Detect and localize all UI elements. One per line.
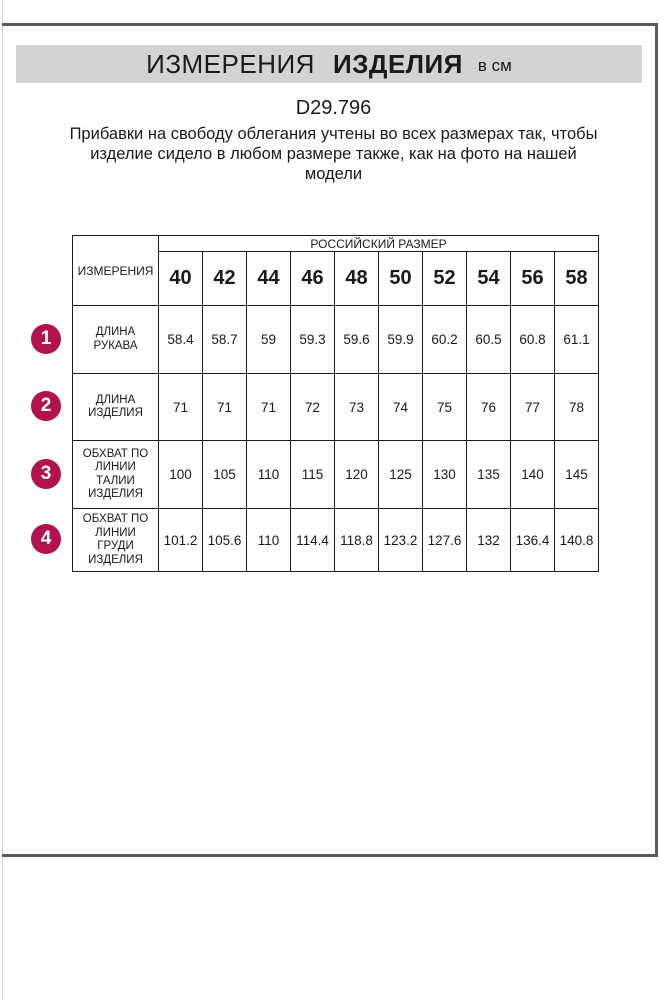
value-cell: 132 <box>467 509 511 572</box>
value-cell: 105.6 <box>203 509 247 572</box>
table-row-waist-girth <box>73 441 599 509</box>
value-cell: 76 <box>467 374 511 441</box>
value-cell: 58.4 <box>159 306 203 374</box>
value-cell: 101.2 <box>159 509 203 572</box>
value-cell: 118.8 <box>335 509 379 572</box>
value-cell: 60.8 <box>511 306 555 374</box>
value-cell: 136.4 <box>511 509 555 572</box>
value-cell: 145 <box>555 441 599 509</box>
row-label: ДЛИНА ИЗДЕЛИЯ <box>73 374 159 441</box>
row-label: ДЛИНА РУКАВА <box>73 306 159 374</box>
value-cell: 75 <box>423 374 467 441</box>
russian-size-group-header: РОССИЙСКИЙ РАЗМЕР <box>159 236 599 252</box>
row-marker-3: 3 <box>31 459 61 489</box>
value-cell: 71 <box>203 374 247 441</box>
value-cell: 73 <box>335 374 379 441</box>
fit-note-line: модели <box>304 165 363 183</box>
size-header: 52 <box>423 252 467 306</box>
table-row-garment-length <box>73 374 599 441</box>
size-header: 46 <box>291 252 335 306</box>
row-label: ОБХВАТ ПО ЛИНИИ ГРУДИ ИЗДЕЛИЯ <box>73 509 159 572</box>
value-cell: 71 <box>159 374 203 441</box>
value-cell: 140.8 <box>555 509 599 572</box>
value-cell: 100 <box>159 441 203 509</box>
size-table <box>72 235 599 572</box>
value-cell: 130 <box>423 441 467 509</box>
value-cell: 110 <box>247 509 291 572</box>
fit-note-line: Прибавки на свободу облегания учтены во всех размерах так, чтобы <box>69 125 598 143</box>
value-cell: 60.2 <box>423 306 467 374</box>
measurements-column-header: ИЗМЕРЕНИЯ <box>73 236 159 306</box>
value-cell: 58.7 <box>203 306 247 374</box>
product-code: D29.796 <box>295 97 372 119</box>
title-banner <box>16 45 642 83</box>
row-marker-4: 4 <box>31 524 61 554</box>
value-cell: 59 <box>247 306 291 374</box>
size-header: 44 <box>247 252 291 306</box>
size-header: 54 <box>467 252 511 306</box>
table-row-chest-girth <box>73 509 599 572</box>
row-marker-2: 2 <box>31 391 61 421</box>
value-cell: 59.9 <box>379 306 423 374</box>
value-cell: 114.4 <box>291 509 335 572</box>
value-cell: 140 <box>511 441 555 509</box>
size-header: 58 <box>555 252 599 306</box>
size-header: 56 <box>511 252 555 306</box>
value-cell: 115 <box>291 441 335 509</box>
value-cell: 59.6 <box>335 306 379 374</box>
title-product: ИЗДЕЛИЯ <box>332 48 463 79</box>
size-header: 50 <box>379 252 423 306</box>
value-cell: 120 <box>335 441 379 509</box>
size-header: 40 <box>159 252 203 306</box>
value-cell: 61.1 <box>555 306 599 374</box>
value-cell: 125 <box>379 441 423 509</box>
size-header: 42 <box>203 252 247 306</box>
size-header: 48 <box>335 252 379 306</box>
value-cell: 110 <box>247 441 291 509</box>
value-cell: 123.2 <box>379 509 423 572</box>
value-cell: 135 <box>467 441 511 509</box>
value-cell: 59.3 <box>291 306 335 374</box>
value-cell: 60.5 <box>467 306 511 374</box>
value-cell: 77 <box>511 374 555 441</box>
value-cell: 78 <box>555 374 599 441</box>
value-cell: 72 <box>291 374 335 441</box>
title-unit: в см <box>477 55 512 75</box>
value-cell: 71 <box>247 374 291 441</box>
value-cell: 74 <box>379 374 423 441</box>
table-row-sleeve-length <box>73 306 599 374</box>
row-label: ОБХВАТ ПО ЛИНИИ ТАЛИИ ИЗДЕЛИЯ <box>73 441 159 509</box>
value-cell: 105 <box>203 441 247 509</box>
fit-note-line: изделие сидело в любом размере также, как на фото на нашей <box>90 145 577 163</box>
fit-note <box>0 124 667 184</box>
row-marker-1: 1 <box>31 324 61 354</box>
title-measurements: ИЗМЕРЕНИЯ <box>146 48 315 79</box>
value-cell: 127.6 <box>423 509 467 572</box>
